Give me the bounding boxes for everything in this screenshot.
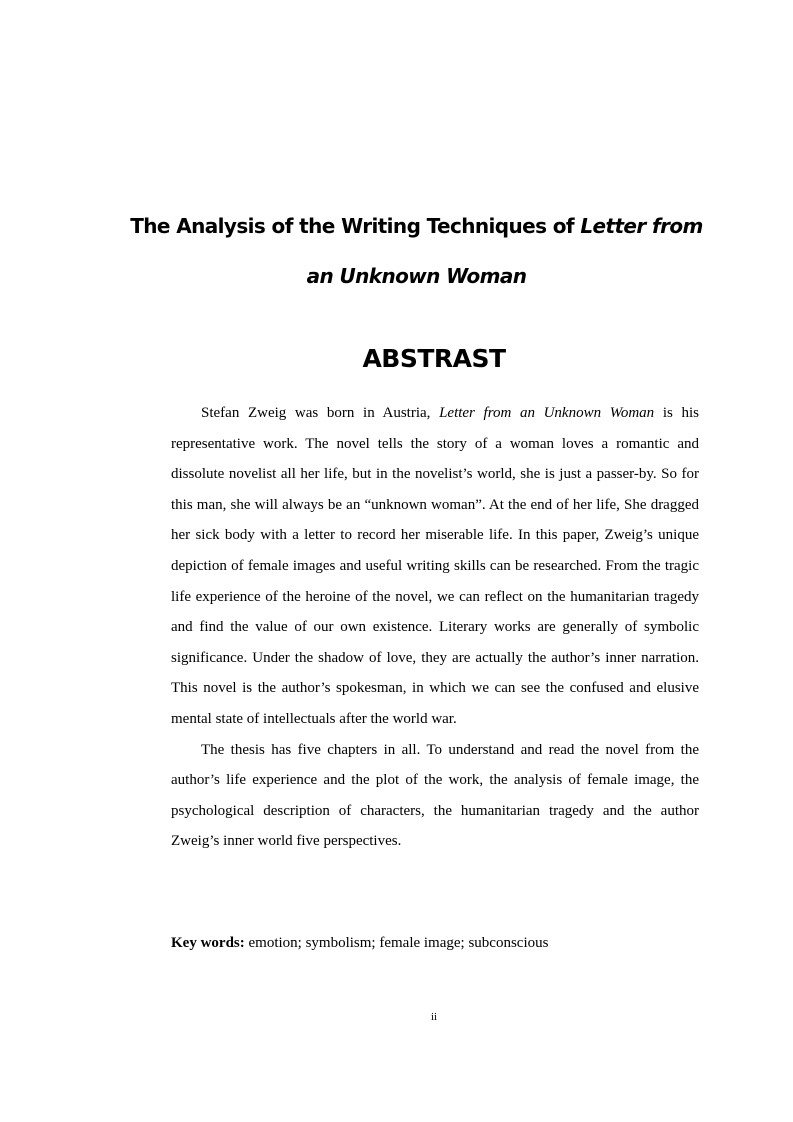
abstract-heading: ABSTRAST: [362, 344, 506, 373]
keywords-label: Key words:: [171, 935, 245, 951]
title-italic-continuation: an Unknown Woman: [306, 264, 527, 288]
title-italic-text: Letter from: [580, 214, 703, 238]
page-number: ii: [430, 1011, 438, 1023]
title-plain-text: The Analysis of the Writing Techniques of: [130, 214, 581, 238]
novel-title-italic: Letter from an Unknown Woman: [439, 405, 655, 421]
abstract-paragraph-2: The thesis has five chapters in all. To understand and read the novel from the author’s life experience and the plot of the work, the analysis of female image, the psychological description of characters, the humanitarian tragedy and the author Zweig’s inner world five perspectives.: [171, 741, 699, 850]
abstract-paragraph-1: [171, 398, 699, 735]
paragraph-1-rest: is his representative work. The novel tells the story of a woman loves a romantic and dissolute novelist all her life, but in the novelist’s world, she is just a passer-by. So for this man, she will always be an “unknown woman”. At the end of her life, She dragged her sick body with a letter to record her miserable life. In this paper, Zweig’s unique depiction of female images and useful writing skills can be researched. From the tragic life experience of the heroine of the novel, we can reflect on the humanitarian tragedy and find the value of our own existence. Literary works are generally of symbolic significance. Under the shadow of love, they are actually the author’s inner narration. This novel is the author’s spokesman, in which we can see the confused and elusive mental state of intellectuals after the world war.: [171, 405, 699, 727]
title-line-2: [0, 264, 793, 288]
abstract-body: [171, 398, 699, 857]
keywords-line: [171, 935, 548, 952]
title-line-1: [0, 214, 793, 238]
paragraph-1-start: Stefan Zweig was born in Austria,: [201, 405, 440, 421]
keywords-value: emotion; symbolism; female image; subconscious: [244, 935, 549, 951]
